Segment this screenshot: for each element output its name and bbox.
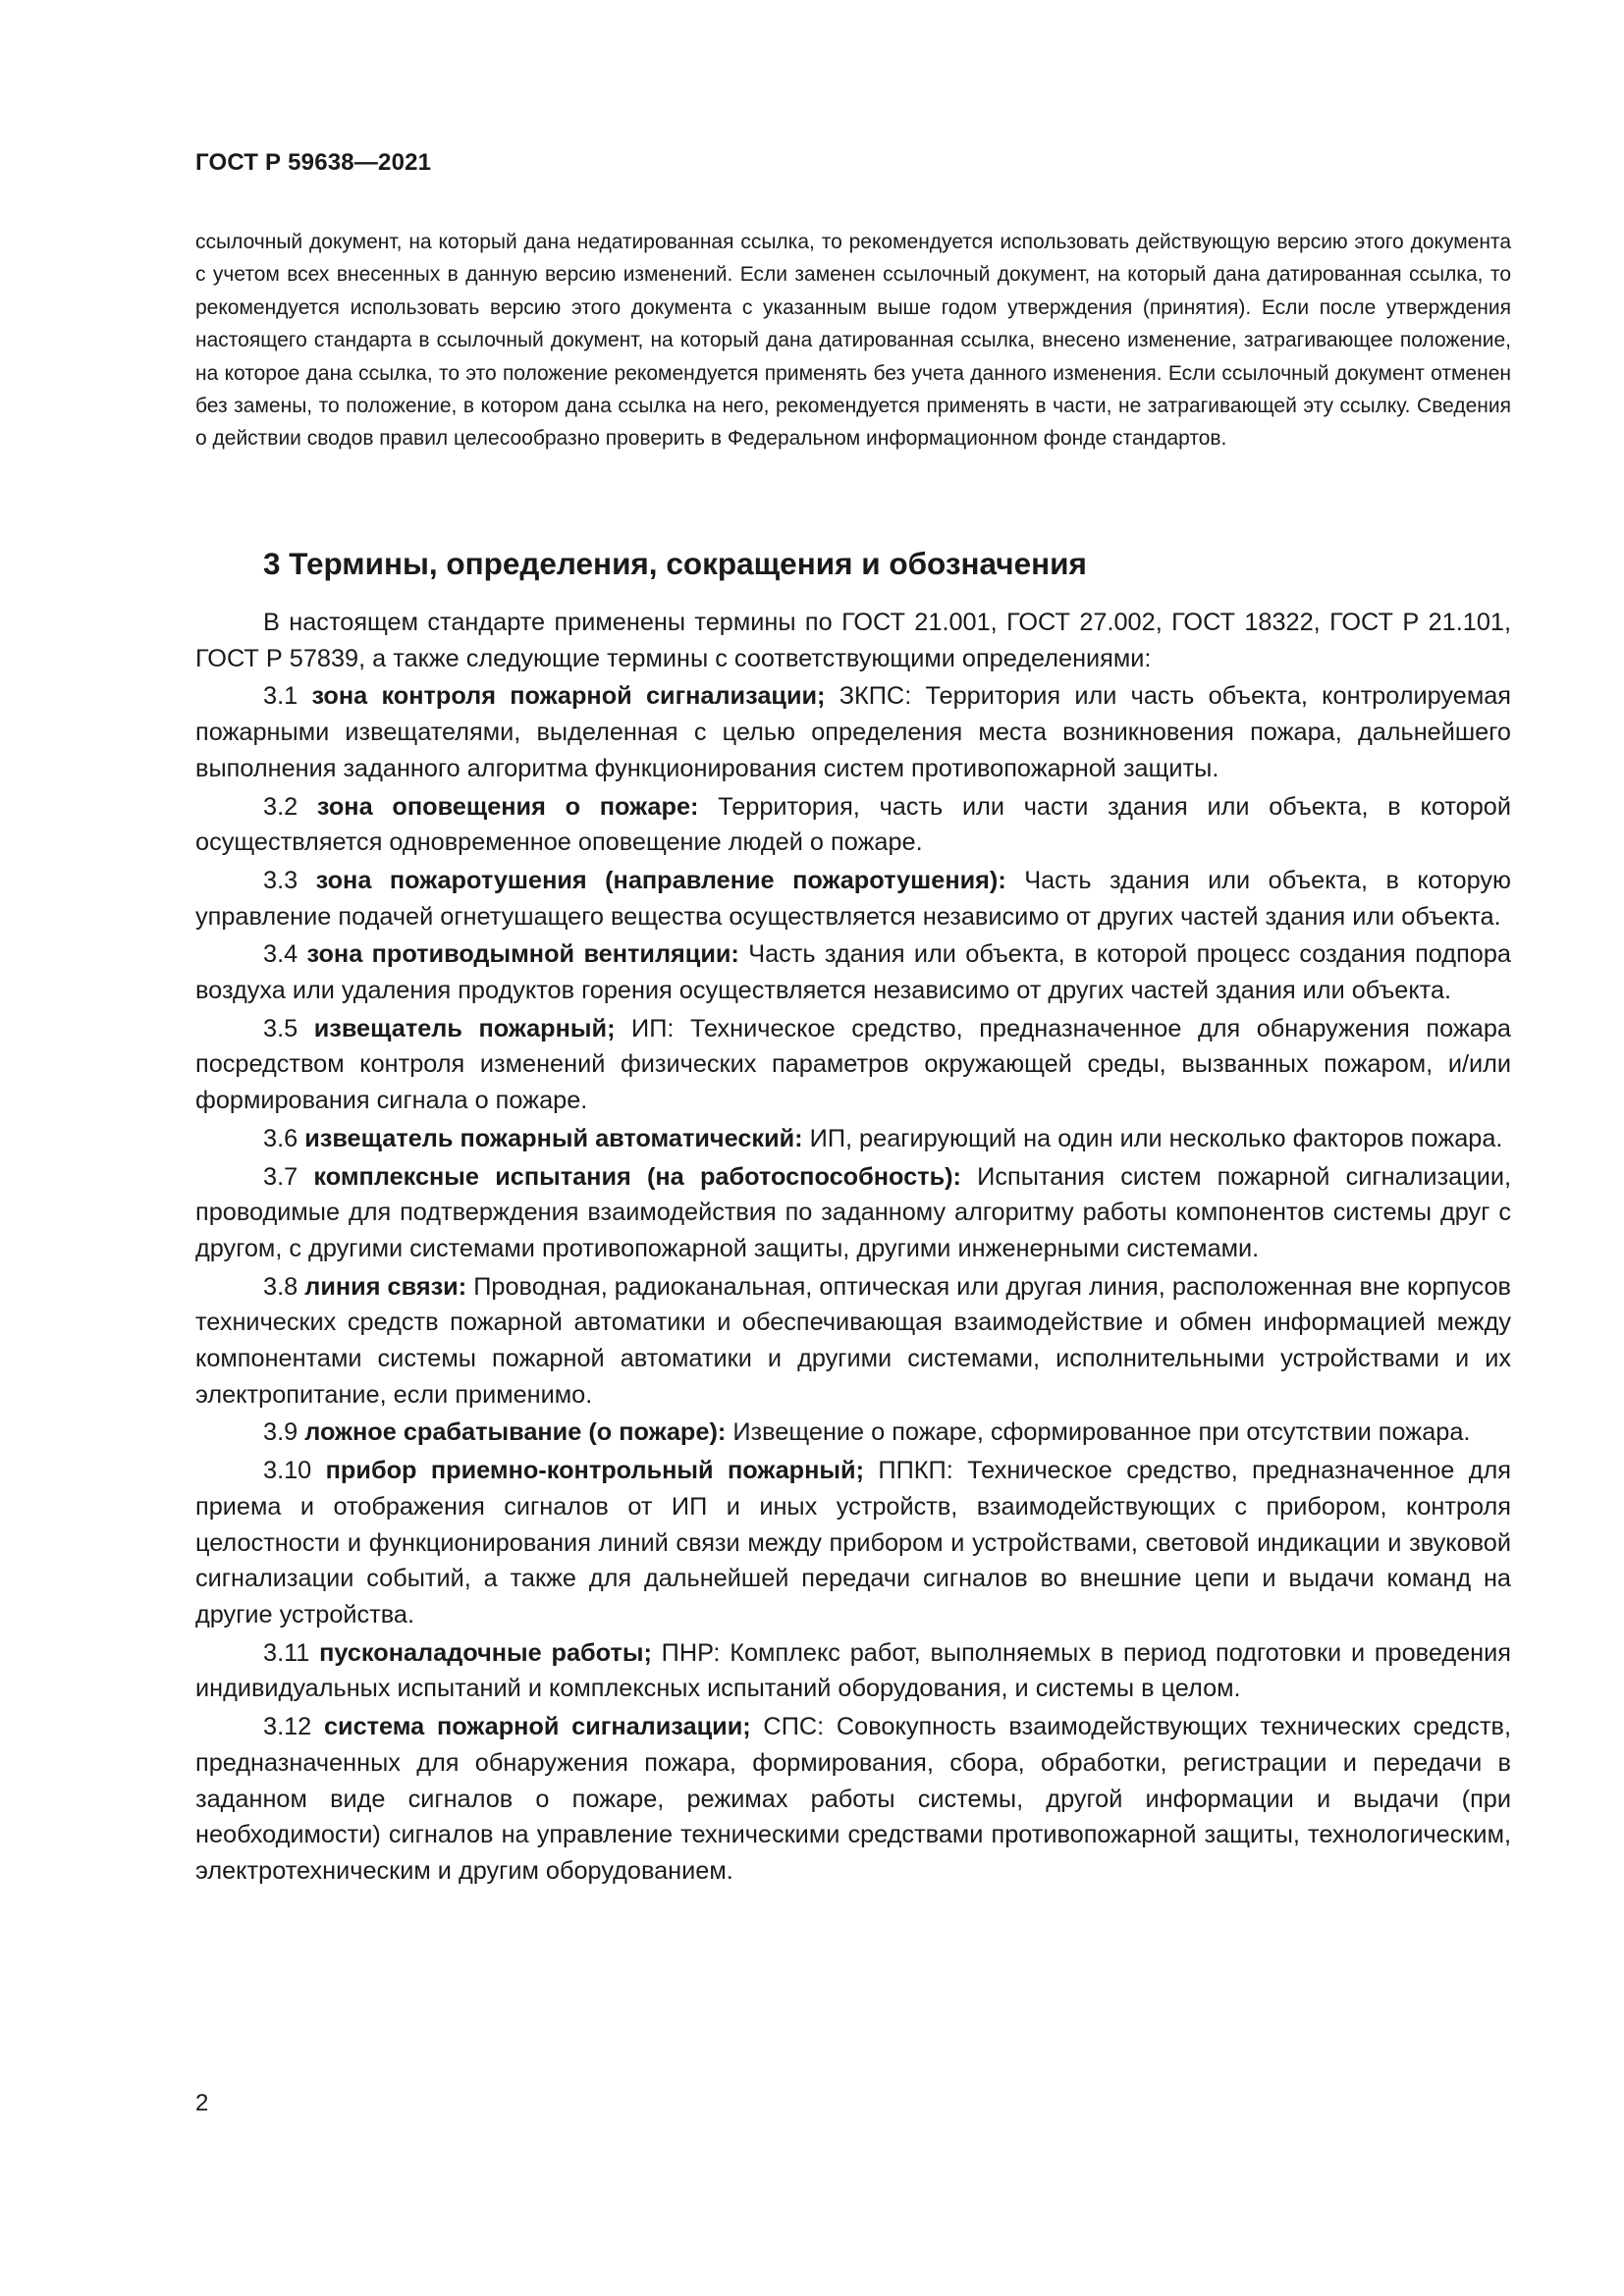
page-number: 2 bbox=[195, 2090, 209, 2116]
term-entry-3-11 bbox=[195, 1635, 1511, 1707]
term-number: 3.8 bbox=[263, 1272, 305, 1301]
term-name: зона пожаротушения (направление пожаротушения): bbox=[315, 866, 1006, 894]
section-lead: В настоящем стандарте применены термины по ГОСТ 21.001, ГОСТ 27.002, ГОСТ 18322, ГОСТ Р 21.101, ГОСТ Р 57839, а также следующие термины с соответствующими определениями: bbox=[195, 609, 1511, 672]
term-entry-3-3 bbox=[195, 863, 1511, 934]
term-number: 3.4 bbox=[263, 940, 307, 969]
term-number: 3.7 bbox=[263, 1162, 314, 1191]
term-definition: ПНР: Комплекс работ, выполняемых в период подготовки и проведения индивидуальных испытаний и комплексных испытаний оборудования, и системы в целом. bbox=[195, 1638, 1511, 1703]
term-name: зона оповещения о пожаре: bbox=[316, 792, 699, 821]
section-body bbox=[195, 605, 1511, 1892]
term-number: 3.11 bbox=[263, 1638, 320, 1667]
term-entry-3-5 bbox=[195, 1011, 1511, 1119]
term-number: 3.5 bbox=[263, 1014, 314, 1042]
term-number: 3.12 bbox=[263, 1713, 324, 1741]
term-entry-3-12 bbox=[195, 1709, 1511, 1890]
document-header: ГОСТ Р 59638—2021 bbox=[195, 149, 432, 176]
term-entry-3-4 bbox=[195, 936, 1511, 1008]
term-definition: Проводная, радиоканальная, оптическая или другая линия, расположенная вне корпусов технических средств пожарной автоматики и обеспечивающая взаимодействие и обмен информацией между компонентами системы пожарной автоматики и другими системами, исполнительными устройствами и их электропитание, если применимо. bbox=[195, 1272, 1511, 1409]
term-entry-3-10 bbox=[195, 1453, 1511, 1633]
term-definition: Часть здания или объекта, в которой процесс создания подпора воздуха или удаления продуктов горения осуществляется независимо от других частей здания или объекта. bbox=[195, 940, 1511, 1005]
term-number: 3.10 bbox=[263, 1457, 326, 1485]
term-name: линия связи: bbox=[304, 1272, 467, 1301]
term-definition: ИП: Техническое средство, предназначенное для обнаружения пожара посредством контроля изменений физических параметров окружающей среды, вызванных пожаром, и/или формирования сигнала о пожаре. bbox=[195, 1014, 1511, 1115]
term-number: 3.1 bbox=[263, 682, 312, 711]
term-number: 3.9 bbox=[263, 1418, 305, 1447]
term-name: система пожарной сигнализации; bbox=[323, 1713, 751, 1741]
term-number: 3.6 bbox=[263, 1124, 305, 1152]
term-definition: Извещение о пожаре, сформированное при отсутствии пожара. bbox=[726, 1418, 1471, 1447]
term-number: 3.2 bbox=[263, 792, 317, 821]
term-definition: Территория, часть или части здания или объекта, в которой осуществляется одновременное оповещение людей о пожаре. bbox=[195, 792, 1511, 857]
term-name: комплексные испытания (на работоспособность): bbox=[313, 1162, 961, 1191]
term-definition: Испытания систем пожарной сигнализации, проводимые для подтверждения взаимодействия по заданному алгоритму работы компонентов системы друг с другом, с другими системами противопожарной защиты, другими инженерными системами. bbox=[195, 1162, 1511, 1262]
term-entry-3-8 bbox=[195, 1269, 1511, 1414]
term-name: зона противодымной вентиляции: bbox=[306, 940, 739, 969]
term-number: 3.3 bbox=[263, 866, 316, 894]
term-name: извещатель пожарный; bbox=[313, 1014, 616, 1042]
term-entry-3-2 bbox=[195, 789, 1511, 861]
term-name: пусконаладочные работы; bbox=[319, 1638, 652, 1667]
section-title: 3 Термины, определения, сокращения и обозначения bbox=[263, 546, 1087, 581]
term-name: зона контроля пожарной сигнализации; bbox=[311, 682, 826, 711]
intro-paragraph: ссылочный документ, на который дана недатированная ссылка, то рекомендуется использовать действующую версию этого документа с учетом всех внесенных в данную версию изменений. Если заменен ссылочный документ, на который дана датированная ссылка, то рекомендуется использовать версию этого документа с указанным выше годом утверждения (принятия). Если после утверждения настоящего стандарта в ссылочный документ, на который дана датированная ссылка, внесено изменение, затрагивающее положение, на которое дана ссылка, то это положение рекомендуется применять без учета данного изменения. Если ссылочный документ отменен без замены, то положение, в котором дана ссылка на него, рекомендуется применять в части, не затрагивающей эту ссылку. Сведения о действии сводов правил целесообразно проверить в Федеральном информационном фонде стандартов. bbox=[195, 231, 1511, 451]
term-name: ложное срабатывание (о пожаре): bbox=[304, 1418, 727, 1447]
term-definition: ППКП: Техническое средство, предназначенное для приема и отображения сигналов от ИП и иных устройств, взаимодействующих с прибором, контроля целостности и функционирования линий связи между прибором и устройствами, световой индикации и звуковой сигнализации событий, а также для дальнейшей передачи сигналов во внешние цепи и выдачи команд на другие устройства. bbox=[195, 1457, 1511, 1629]
term-definition: Часть здания или объекта, в которую управление подачей огнетушащего вещества осуществляется независимо от других частей здания или объекта. bbox=[195, 866, 1512, 931]
term-entry-3-7 bbox=[195, 1159, 1511, 1267]
term-entry-3-1 bbox=[195, 678, 1511, 786]
term-definition: СПС: Совокупность взаимодействующих технических средств, предназначенных для обнаружения пожара, формирования, сбора, обработки, регистрации и передачи в заданном виде сигналов о пожаре, режимах работы системы, другой информации и выдачи (при необходимости) сигналов на управление техническими средствами противопожарной защиты, технологическим, электротехническим и другим оборудованием. bbox=[195, 1713, 1511, 1885]
term-entry-3-9 bbox=[195, 1415, 1511, 1451]
term-name: прибор приемно-контрольный пожарный; bbox=[325, 1457, 864, 1485]
term-entry-3-6 bbox=[195, 1121, 1511, 1157]
term-definition: ИП, реагирующий на один или несколько факторов пожара. bbox=[802, 1124, 1503, 1152]
term-name: извещатель пожарный автоматический: bbox=[304, 1124, 803, 1152]
term-definition: ЗКПС: Территория или часть объекта, контролируемая пожарными извещателями, выделенная с целью определения места возникновения пожара, дальнейшего выполнения заданного алгоритма функционирования систем противопожарной защиты. bbox=[195, 682, 1511, 782]
